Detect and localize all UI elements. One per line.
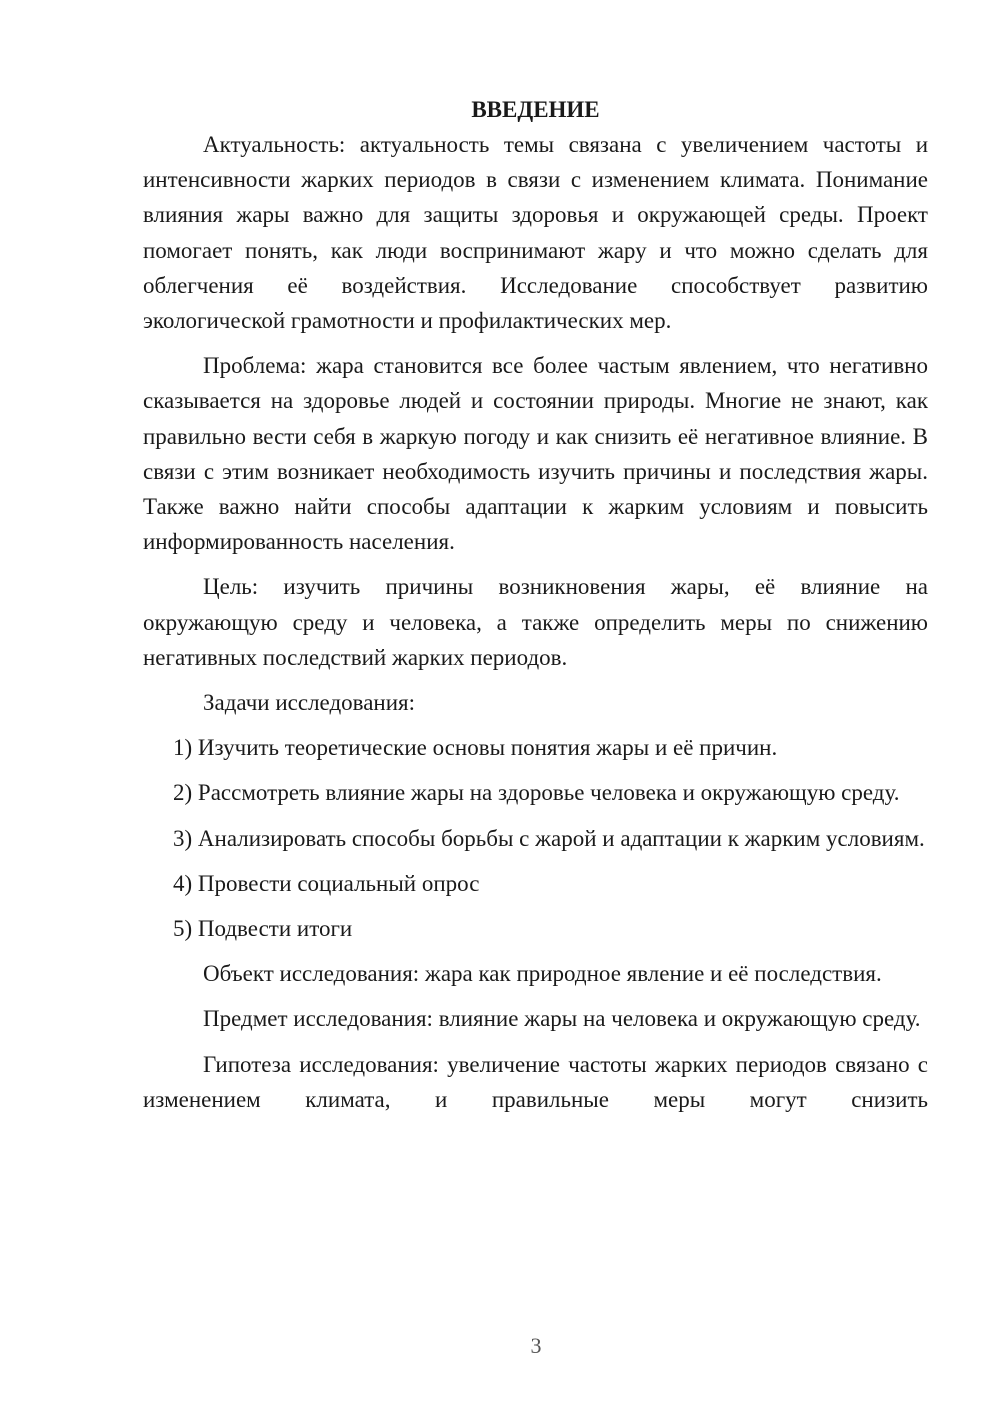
paragraph-object: Объект исследования: жара как природное явление и её последствия. xyxy=(203,961,882,987)
paragraph-subject: Предмет исследования: влияние жары на человека и окружающую среду. xyxy=(203,1006,921,1032)
paragraph-relevance: Актуальность: актуальность темы связана с увеличением частоты и интенсивности жарких периодов в связи с изменением климата. Понимание влияния жары важно для защиты здоровья и окружающей среды. Проект помогает понять, как люди воспринимают жару и что можно сделать для облегчения её воздействия. Исследование способствует развитию экологической грамотности и профилактических мер. xyxy=(143,132,928,334)
task-item-4: 4) Провести социальный опрос xyxy=(173,870,480,896)
paragraph-problem: Проблема: жара становится все более частым явлением, что негативно сказывается на здоровье людей и состоянии природы. Многие не знают, как правильно вести себя в жаркую погоду и как снизить её негативное влияние. В связи с этим возникает необходимость изучить причины и последствия жары. Также важно найти способы адаптации к жарким условиям и повысить информированность населения. xyxy=(143,353,928,555)
task-item-1: 1) Изучить теоретические основы понятия жары и её причин. xyxy=(173,735,778,761)
section-title: ВВЕДЕНИЕ xyxy=(471,97,600,122)
task-item-5: 5) Подвести итоги xyxy=(173,916,353,942)
paragraph-goal: Цель: изучить причины возникновения жары, её влияние на окружающую среду и человека, а также определить меры по снижению негативных последствий жарких периодов. xyxy=(143,574,928,670)
page-number: 3 xyxy=(530,1333,542,1358)
page-content xyxy=(143,92,928,1117)
task-item-2: 2) Рассмотреть влияние жары на здоровье человека и окружающую среду. xyxy=(173,780,900,806)
tasks-heading: Задачи исследования: xyxy=(203,690,416,716)
task-item-3: 3) Анализировать способы борьбы с жарой и адаптации к жарким условиям. xyxy=(173,825,925,851)
paragraph-hypothesis: Гипотеза исследования: увеличение частоты жарких периодов связано с изменением климата, и правильные меры могут снизить xyxy=(143,1051,928,1112)
